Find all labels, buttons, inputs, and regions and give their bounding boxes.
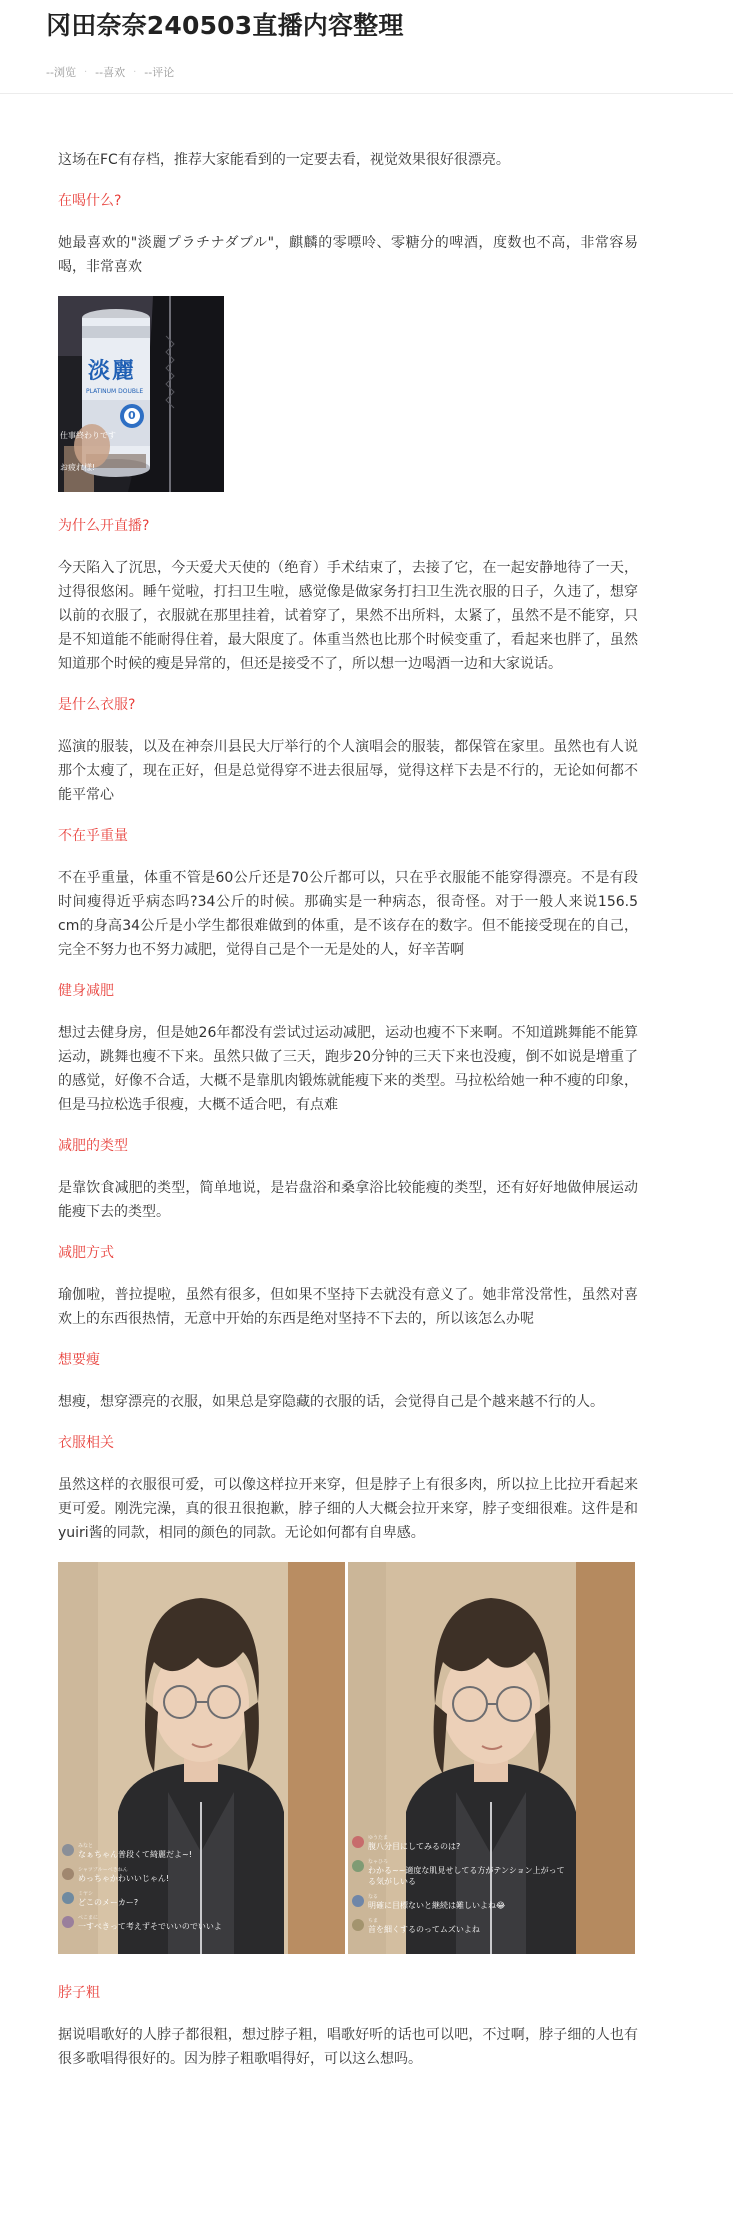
can-brand-text: 淡麗 (88, 359, 137, 384)
section-heading-clothes: 是什么衣服? (58, 697, 136, 713)
live-comment (352, 1834, 567, 1852)
live-comment (62, 1842, 262, 1860)
beer-can-photo (58, 296, 224, 492)
section-text-want-thin: 想瘦，想穿漂亮的衣服，如果总是穿隐藏的衣服的话，会觉得自己是个越来越不行的人。 (58, 1394, 604, 1410)
section-heading-weight: 不在乎重量 (58, 828, 128, 844)
section-text-weight: 不在乎重量，体重不管是60公斤还是70公斤都可以，只在乎衣服能不能穿得漂亮。不是有段时间瘦得近乎病态吗?34公斤的时候。那确实是一种病态，很奇怪。对于一般人来说156.5 cm的身高34公斤是小学生都很难做到的体重，是不该存在的数字。但不能接受现在的自己，完全不努力也不努力减肥，觉得自己是个一无是处的人，好辛苦啊 (58, 870, 638, 958)
section-heading-diet-type: 减肥的类型 (58, 1138, 128, 1154)
photo-overlay-text-2: お疲れ様! (60, 463, 96, 472)
comments-count[interactable]: --评论 (144, 66, 175, 79)
live-comments-left (62, 1842, 262, 1938)
section-heading-drink: 在喝什么? (58, 193, 122, 209)
section-heading-clothing: 衣服相关 (58, 1435, 114, 1451)
avatar (62, 1868, 74, 1880)
comment-user: なゃひろ (368, 1859, 389, 1865)
section-text-clothes: 巡演的服装，以及在神奈川县民大厅举行的个人演唱会的服装，都保管在家里。虽然也有人说那个太瘦了，现在正好，但是总觉得穿不进去很屈辱，觉得这样下去是不行的，无论如何都不能平常心 (58, 739, 638, 803)
comment-user: シャツプルーべきねん (78, 1867, 128, 1873)
section-heading-diet-method: 减肥方式 (58, 1245, 114, 1261)
live-comment (62, 1890, 262, 1908)
portrait-photo-pair (58, 1562, 636, 1954)
section-text-gym: 想过去健身房，但是她26年都没有尝试过运动减肥，运动也瘦不下来啊。不知道跳舞能不能算运动，跳舞也瘦不下来。虽然只做了三天，跑步20分钟的三天下来也没瘦，倒不如说是增重了的感觉，好像不合适，大概不是靠肌肉锻炼就能瘦下来的类型。马拉松给她一种不瘦的印象，但是马拉松选手很瘦，大概不适合吧，有点难 (58, 1025, 638, 1113)
live-comments-right (352, 1834, 567, 1941)
live-comment (62, 1866, 262, 1884)
avatar (352, 1860, 364, 1872)
section-heading-want-thin: 想要瘦 (58, 1352, 100, 1368)
comment-text: 明確に目標ないと継続は難しいよね😂 (368, 1901, 506, 1910)
photo-overlay-text-1: 仕事終わりです (60, 431, 116, 440)
portrait-right (348, 1562, 635, 1954)
comment-user: ゆうたま (368, 1835, 389, 1841)
comment-text: 首を細くするのってムズいよね (368, 1925, 480, 1934)
section-text-diet-method: 瑜伽啦，普拉提啦，虽然有很多，但如果不坚持下去就没有意义了。她非常没常性，虽然对喜欢上的东西很热情，无意中开始的东西是绝对坚持不下去的，所以该怎么办呢 (58, 1287, 638, 1327)
section-heading-why-live: 为什么开直播? (58, 518, 150, 534)
comment-user: なる (368, 1894, 379, 1900)
live-comment (352, 1893, 567, 1911)
avatar (62, 1916, 74, 1928)
meta-separator: · (83, 66, 88, 78)
portrait-left (58, 1562, 345, 1954)
avatar (62, 1844, 74, 1856)
live-comment (352, 1917, 567, 1935)
section-text-clothing: 虽然这样的衣服很可爱，可以像这样拉开来穿，但是脖子上有很多肉，所以拉上比拉开看起来更可爱。刚洗完澡，真的很丑很抱歉，脖子细的人大概会拉开来穿，脖子变细很难。这件是和yuiri酱的同款，相同的颜色的同款。无论如何都有自卑感。 (58, 1477, 638, 1541)
likes-count[interactable]: --喜欢 (95, 66, 126, 79)
comment-user: ちま (368, 1918, 379, 1924)
article-header (0, 0, 733, 94)
article-content (0, 94, 733, 2071)
avatar (62, 1892, 74, 1904)
comment-user: ぺこまに (78, 1915, 99, 1921)
can-sub-text: PLATINUM DOUBLE (86, 388, 144, 395)
can-number-text: 0 (128, 409, 136, 422)
comment-user: みなと (78, 1843, 94, 1849)
comment-text: なぁちゃん普段くて綺麗だよ~! (78, 1850, 192, 1859)
avatar (352, 1836, 364, 1848)
section-text-why-live: 今天陷入了沉思，今天爱犬天使的（绝育）手术结束了，去接了它，在一起安静地待了一天，过得很悠闲。睡午觉啦，打扫卫生啦，感觉像是做家务打扫卫生洗衣服的日子，久违了，想穿以前的衣服了，衣服就在那里挂着，试着穿了，果然不出所料，太紧了，虽然不是不能穿，只是不知道能不能耐得住着，最大限度了。体重当然也比那个时候变重了，看起来也胖了，虽然知道那个时候的瘦是异常的，但还是接受不了，所以想一边喝酒一边和大家说话。 (58, 560, 638, 672)
intro-paragraph: 这场在FC有存档，推荐大家能看到的一定要去看，视觉效果很好很漂亮。 (58, 152, 510, 168)
section-text-diet-type: 是靠饮食减肥的类型，简单地说，是岩盘浴和桑拿浴比较能瘦的类型，还有好好地做伸展运动能瘦下去的类型。 (58, 1180, 638, 1220)
avatar (352, 1895, 364, 1907)
section-text-drink: 她最喜欢的"淡麗プラチナダブル"，麒麟的零嘌呤、零糖分的啤酒，度数也不高，非常容易喝，非常喜欢 (58, 235, 638, 275)
article-meta (46, 64, 687, 80)
section-heading-neck: 脖子粗 (58, 1985, 100, 2001)
comment-text: 一すべきって考えずそでいいのでいいよ (78, 1922, 222, 1931)
comment-text: どこのメーカー? (78, 1898, 139, 1907)
live-comment (352, 1858, 567, 1887)
comment-text: 腹八分目にしてみるのは? (368, 1842, 461, 1851)
section-text-neck: 据说唱歌好的人脖子都很粗，想过脖子粗，唱歌好听的话也可以吧，不过啊，脖子细的人也有很多歌唱得很好的。因为脖子粗歌唱得好，可以这么想吗。 (58, 2027, 638, 2067)
live-comment (62, 1914, 262, 1932)
comment-text: めっちゃかわいいじゃん! (78, 1874, 170, 1883)
comment-text: わかる~~適度な肌見せしてる方がテンション上がってる気がしいる (368, 1866, 565, 1886)
section-heading-gym: 健身减肥 (58, 983, 114, 999)
views-count: --浏览 (46, 66, 76, 79)
avatar (352, 1919, 364, 1931)
meta-separator: · (133, 66, 137, 78)
article-title: 冈田奈奈240503直播内容整理 (46, 11, 404, 40)
comment-user: ミヤシ (78, 1891, 93, 1897)
